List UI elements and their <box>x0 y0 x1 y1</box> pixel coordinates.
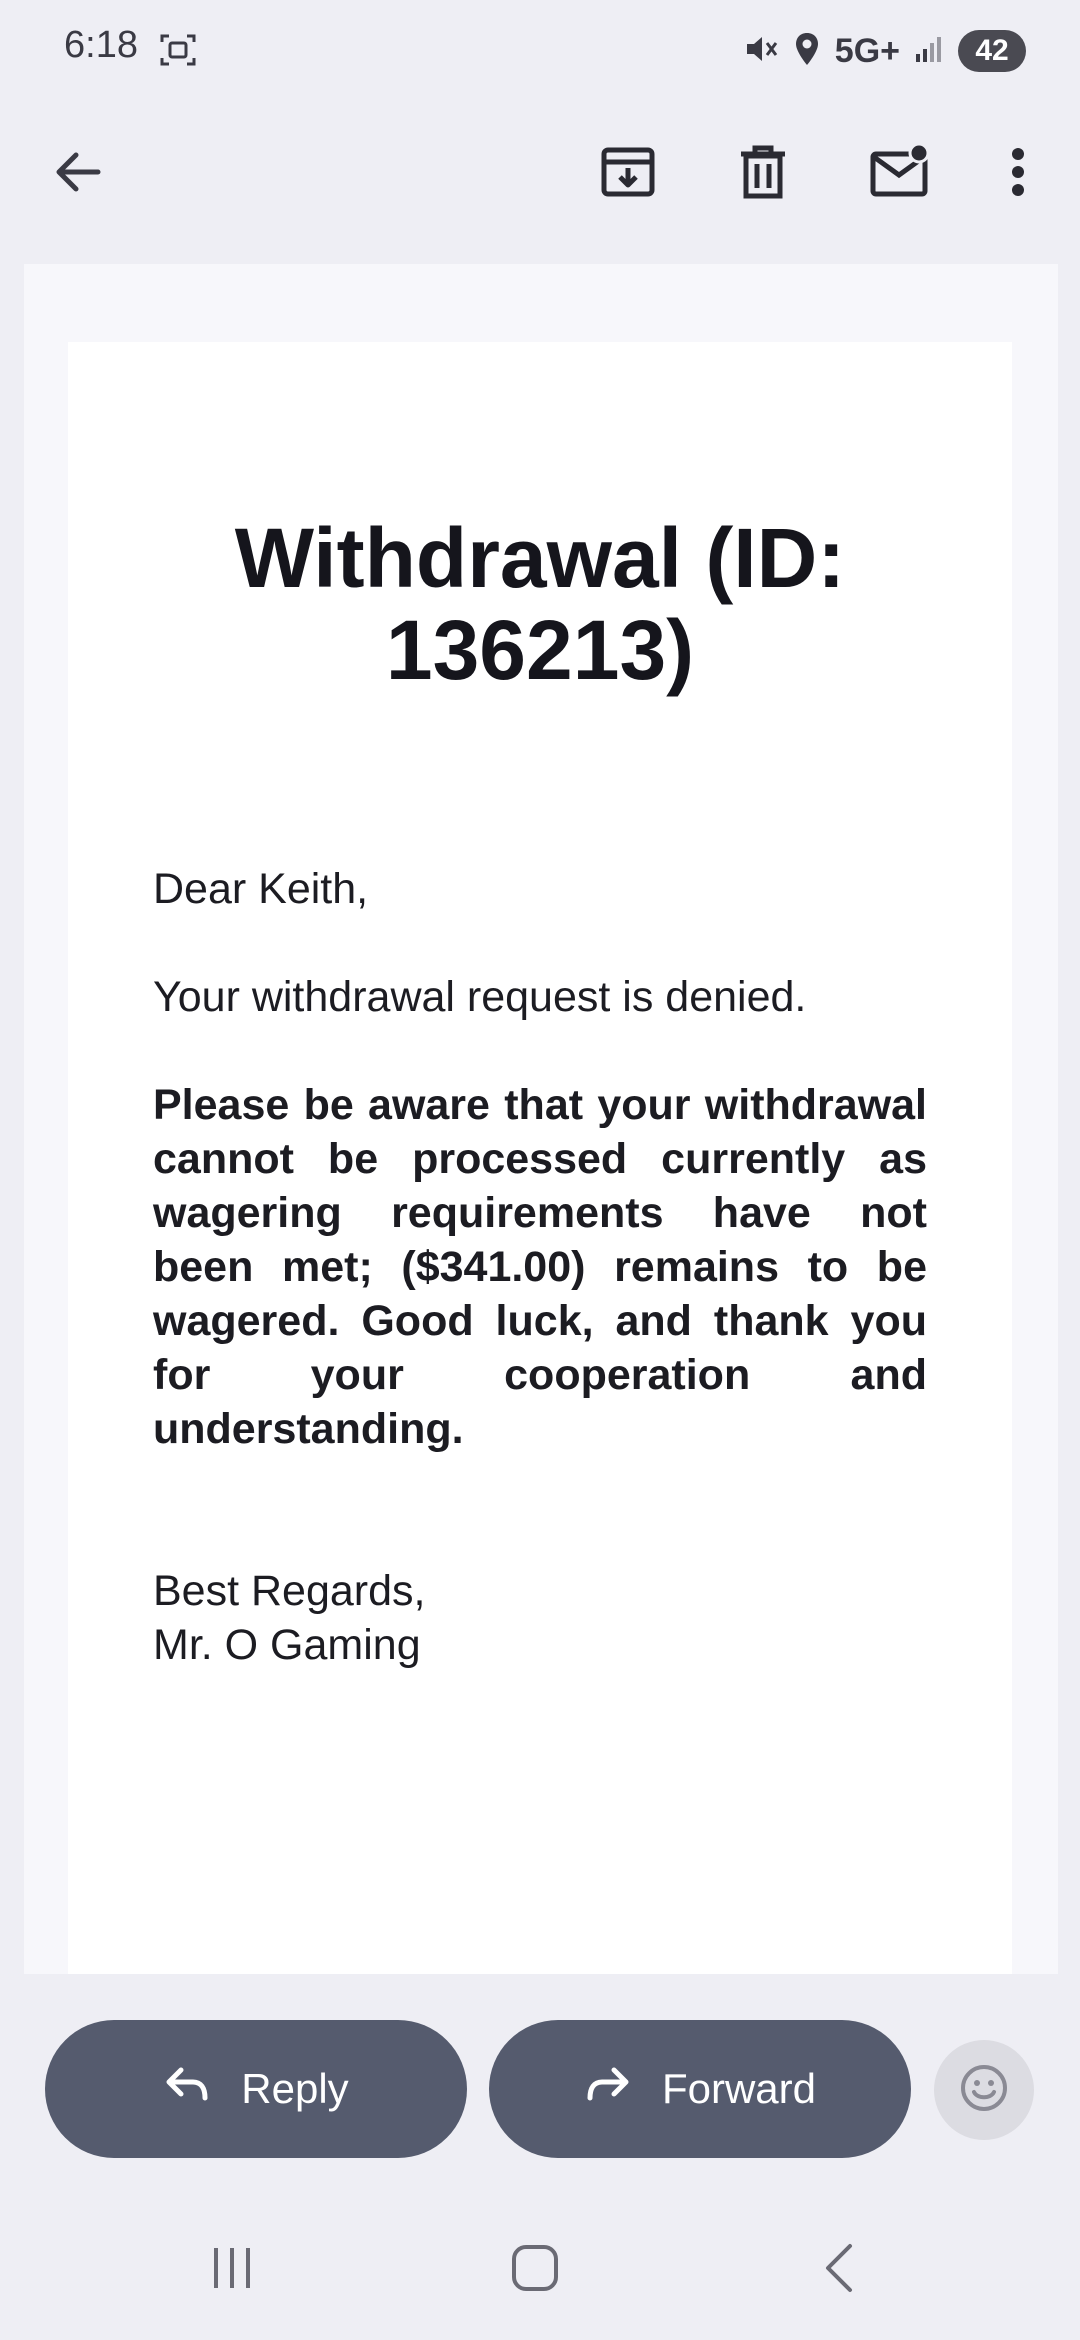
screenshot-icon <box>160 34 196 66</box>
wagering-notice: Please be aware that your withdrawal cannot be processed currently as wagering requirements have not been met; ($341.00) remains to be wagered. Good luck, and thank you for your cooperation and understanding. <box>153 1081 927 1453</box>
network-label: 5G+ <box>834 31 900 70</box>
email-message <box>153 862 927 1672</box>
home-icon <box>510 2243 560 2298</box>
forward-icon <box>584 2064 632 2114</box>
reply-button[interactable] <box>45 2020 467 2158</box>
delete-button[interactable] <box>725 136 801 212</box>
back-icon <box>820 2242 856 2299</box>
reply-icon <box>163 2064 211 2114</box>
denied-message: Your withdrawal request is denied. <box>153 973 807 1021</box>
recents-button[interactable] <box>192 2240 272 2300</box>
mark-unread-icon <box>869 144 931 205</box>
mute-icon <box>743 31 779 72</box>
reply-label: Reply <box>241 2065 349 2112</box>
archive-button[interactable] <box>590 136 666 212</box>
sender-name: Mr. O Gaming <box>153 1621 421 1669</box>
email-toolbar <box>0 118 1080 228</box>
battery-indicator: 42 <box>958 30 1026 72</box>
emoji-reaction-button[interactable] <box>934 2040 1034 2140</box>
status-bar <box>0 0 1080 100</box>
recents-icon <box>207 2244 257 2297</box>
trash-icon <box>737 144 789 205</box>
email-title <box>68 512 1012 696</box>
email-body <box>68 342 1012 1974</box>
system-back-button[interactable] <box>798 2240 878 2300</box>
greeting: Dear Keith, <box>153 865 369 913</box>
email-title-line2: 136213) <box>385 603 695 697</box>
email-title-line1: Withdrawal (ID: <box>234 511 846 605</box>
more-vert-icon <box>1010 146 1026 203</box>
signoff: Best Regards, <box>153 1567 426 1615</box>
back-arrow-icon <box>52 146 104 203</box>
signal-icon <box>914 34 944 69</box>
back-button[interactable] <box>40 136 116 212</box>
archive-icon <box>600 144 656 205</box>
home-button[interactable] <box>495 2240 575 2300</box>
status-time: 6:18 <box>64 24 138 66</box>
forward-button[interactable] <box>489 2020 911 2158</box>
location-icon <box>793 31 821 72</box>
mark-unread-button[interactable] <box>862 136 938 212</box>
smiley-icon <box>959 2063 1009 2118</box>
forward-label: Forward <box>661 2065 817 2112</box>
more-options-button[interactable] <box>980 136 1056 212</box>
